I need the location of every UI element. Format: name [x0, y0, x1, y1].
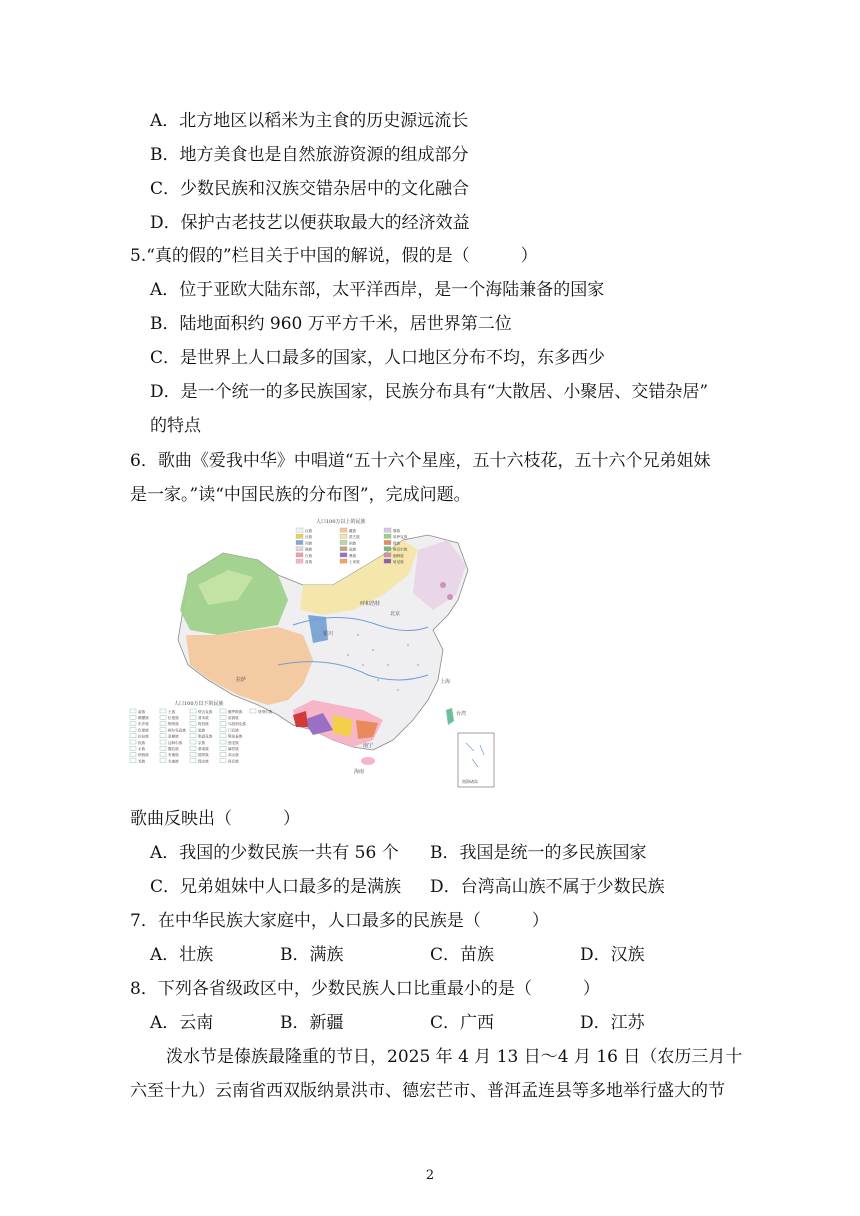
legend-bottom-label: 毛南族	[168, 759, 179, 764]
legend-bottom-label: 傈僳族	[138, 716, 149, 720]
legend-top-swatch	[296, 553, 303, 557]
legend-bottom-label: 门巴族	[228, 728, 239, 733]
legend-bottom-swatch	[220, 721, 226, 725]
legend-top-swatch	[340, 547, 347, 551]
legend-bottom-label: 塔塔尔族	[258, 709, 273, 714]
legend-bottom-swatch	[190, 728, 196, 732]
legend-bottom-swatch	[220, 752, 226, 756]
legend-bottom-label: 土族	[168, 709, 176, 714]
legend-bottom-swatch	[130, 746, 136, 750]
legend-bottom-label: 畲族	[138, 709, 146, 714]
place-yinchuan: 银川	[323, 631, 334, 637]
legend-bottom-label: 塔吉克族	[198, 709, 213, 714]
q5-option-d-continued: 的特点	[150, 416, 201, 436]
legend-top-swatch	[384, 553, 391, 557]
legend-top-label: 汉族	[305, 529, 313, 533]
q6-stem-line2: 是一家。”读“中国民族的分布图”，完成问题。	[130, 485, 471, 505]
legend-bottom-swatch	[160, 715, 166, 719]
legend-top-label: 蒙古族	[349, 535, 360, 540]
legend-top-swatch	[340, 559, 347, 563]
legend-top-label: 哈萨克族	[393, 535, 408, 540]
legend-bottom-label: 高山族	[228, 753, 239, 758]
legend-top-label: 维吾尔族	[393, 547, 408, 552]
q7-stem: 7．在中华民族大家庭中，人口最多的民族是（ ）	[130, 911, 549, 931]
legend-bottom-label: 阿昌族	[198, 722, 209, 727]
legend-top-label: 苗族	[305, 560, 313, 564]
q5-option-d: D．是一个统一的多民族国家，民族分布具有“大散居、小聚居、交错杂居”	[150, 382, 709, 402]
legend-top-swatch	[296, 534, 303, 538]
legend-bottom-swatch	[160, 734, 166, 738]
legend-top-swatch	[296, 528, 303, 532]
place-lhasa: 拉萨	[236, 677, 247, 683]
legend-bottom-swatch	[130, 721, 136, 725]
q7-option-d: D．汉族	[580, 945, 645, 965]
legend-top-label: 侗族	[349, 541, 357, 546]
legend-top-label: 朝鲜族	[393, 553, 404, 558]
q8-option-a: A．云南	[150, 1013, 214, 1033]
legend-bottom-swatch	[160, 740, 166, 744]
legend-bottom-label: 乌孜别克族	[228, 722, 246, 727]
place-taiwan: 台湾	[456, 711, 467, 717]
legend-top-swatch	[384, 540, 391, 544]
q8-option-b: B．新疆	[280, 1013, 344, 1033]
legend-top-label: 傣族	[393, 541, 401, 546]
legend-bottom-swatch	[220, 728, 226, 732]
legend-bottom-swatch	[250, 709, 256, 713]
q5-option-a: A．位于亚欧大陆东部，太平洋西岸，是一个海陆兼备的国家	[150, 280, 605, 300]
legend-bottom-swatch	[190, 721, 196, 725]
legend-top-swatch	[340, 528, 347, 532]
legend-bottom-label: 拉祜族	[138, 734, 149, 739]
legend-top-swatch	[340, 540, 347, 544]
passage-line1: 泼水节是傣族最隆重的节日，2025 年 4 月 13 日～4 月 16 日（农历三月十	[166, 1047, 743, 1067]
legend-bottom-swatch	[190, 740, 196, 744]
q4-option-d: D．保护古老技艺以便获取最大的经济效益	[150, 213, 470, 233]
q6-option-b: B．我国是统一的多民族国家	[430, 843, 647, 863]
legend-bottom-label: 达斡尔族	[168, 740, 183, 745]
legend-bottom-swatch	[220, 709, 226, 713]
q8-option-d: D．江苏	[580, 1013, 645, 1033]
legend-top-title: 人口100万以上的民族	[316, 519, 366, 525]
legend-bottom-label: 水族	[138, 747, 146, 751]
legend-bottom-label: 赫哲族	[228, 747, 239, 751]
south-china-sea-inset	[458, 733, 494, 787]
legend-top-label: 彝族	[349, 553, 357, 558]
legend-bottom-label: 鄂伦春族	[228, 734, 243, 739]
legend-bottom-label: 鄂温克族	[198, 734, 213, 739]
legend-top-swatch	[296, 547, 303, 551]
legend-top-swatch	[384, 547, 391, 551]
q6-option-d: D．台湾高山族不属于少数民族	[430, 877, 665, 897]
q5-option-b: B．陆地面积约 960 万平方千米，居世界第二位	[150, 314, 512, 334]
legend-bottom-swatch	[130, 752, 136, 756]
place-beijing: 北京	[390, 611, 401, 617]
legend-bottom-swatch	[130, 715, 136, 719]
legend-top-label: 土家族	[349, 560, 360, 564]
legend-top-swatch	[384, 528, 391, 532]
q6-option-c: C．兄弟姐妹中人口最多的是满族	[150, 877, 402, 897]
legend-bottom-label: 基诺族	[198, 747, 209, 751]
legend-bottom-swatch	[190, 709, 196, 713]
legend-bottom-label: 独龙族	[228, 740, 239, 745]
q7-option-b: B．满族	[280, 945, 344, 965]
place-shanghai: 上海	[440, 679, 451, 685]
legend-top-swatch	[340, 534, 347, 538]
legend-bottom-swatch	[160, 709, 166, 713]
legend-bottom-swatch	[160, 746, 166, 750]
legend-top-label: 瑶族	[349, 547, 357, 552]
q8-option-c: C．广西	[430, 1013, 495, 1033]
legend-top-swatch	[296, 540, 303, 544]
legend-bottom-label: 布朗族	[168, 753, 179, 758]
passage-line2: 六至十九）云南省西双版纳景洪市、德宏芒市、普洱孟连县等多地举行盛大的节	[130, 1081, 725, 1101]
legend-bottom-swatch	[220, 746, 226, 750]
legend-bottom-swatch	[190, 752, 196, 756]
legend-bottom-label: 珞巴族	[228, 759, 239, 764]
q8-stem: 8．下列各省级政区中，少数民族人口比重最小的是（ ）	[130, 979, 600, 999]
legend-bottom-label: 怒族	[198, 728, 206, 733]
q5-option-c: C．是世界上人口最多的国家，人口地区分布不均，东多西少	[150, 348, 606, 368]
inset-label: 南海诸岛	[462, 779, 478, 784]
legend-bottom-label: 锡伯族	[168, 722, 179, 727]
legend-bottom-swatch	[190, 715, 196, 719]
legend-bottom-label: 纳西族	[138, 753, 149, 758]
legend-bottom-swatch	[160, 721, 166, 725]
legend-bottom-label: 保安族	[198, 759, 209, 764]
q6-sub-stem: 歌曲反映出（ ）	[130, 809, 300, 829]
q7-option-c: C．苗族	[430, 945, 495, 965]
legend-bottom-label: 俄罗斯族	[228, 709, 243, 714]
legend-top-label: 藏族	[349, 529, 357, 533]
legend-bottom-swatch	[220, 734, 226, 738]
place-hohhot: 呼和浩特	[360, 601, 381, 607]
q7-option-a: A．壮族	[150, 945, 214, 965]
legend-bottom-swatch	[190, 734, 196, 738]
legend-top-swatch	[384, 534, 391, 538]
legend-bottom-label: 柯尔克孜族	[168, 728, 186, 733]
q4-option-a: A．北方地区以稻米为主食的历史源远流长	[150, 111, 469, 131]
legend-bottom-swatch	[220, 759, 226, 763]
q6-stem-line1: 6．歌曲《爱我中华》中唱道“五十六个星座，五十六枝花，五十六个兄弟姐妹	[130, 451, 711, 471]
q4-option-b: B．地方美食也是自然旅游资源的组成部分	[150, 145, 469, 165]
legend-bottom-swatch	[220, 715, 226, 719]
legend-top-swatch	[296, 559, 303, 563]
legend-bottom-swatch	[130, 734, 136, 738]
legend-top-label: 壮族	[305, 535, 313, 540]
legend-bottom-swatch	[190, 759, 196, 763]
china-ethnic-map	[128, 515, 502, 792]
legend-bottom-label: 仫佬族	[168, 716, 179, 720]
legend-bottom-swatch	[130, 740, 136, 744]
legend-bottom-label: 景颇族	[168, 734, 179, 739]
legend-top-label: 黎族	[393, 529, 401, 533]
q5-stem: 5.“真的假的”栏目关于中国的解说，假的是（ ）	[130, 246, 538, 266]
place-hainan: 海南	[354, 769, 365, 775]
legend-bottom-label: 裕固族	[228, 716, 239, 720]
legend-bottom-swatch	[160, 759, 166, 763]
legend-top-swatch	[340, 553, 347, 557]
legend-bottom-swatch	[130, 728, 136, 732]
place-nanning: 南宁	[363, 743, 374, 749]
legend-bottom-swatch	[160, 728, 166, 732]
page-number: 2	[425, 1168, 435, 1183]
legend-top-label: 满族	[305, 547, 313, 552]
legend-top-label: 回族	[305, 541, 313, 546]
legend-bottom-label: 德昂族	[198, 753, 209, 758]
q6-option-a: A．我国的少数民族一共有 56 个	[150, 843, 399, 863]
legend-top-label: 白族	[305, 553, 313, 558]
legend-bottom-label: 普米族	[198, 716, 209, 720]
legend-bottom-swatch	[160, 752, 166, 756]
legend-top-label: 哈尼族	[393, 560, 404, 564]
legend-top-swatch	[384, 559, 391, 563]
legend-bottom-label: 撒拉族	[168, 747, 179, 751]
legend-bottom-label: 东乡族	[138, 722, 149, 727]
legend-bottom-swatch	[130, 709, 136, 713]
q4-option-c: C．少数民族和汉族交错杂居中的文化融合	[150, 179, 470, 199]
legend-bottom-swatch	[190, 746, 196, 750]
legend-bottom-label: 羌族	[138, 759, 146, 764]
legend-bottom-title: 人口100万以下的民族	[174, 701, 224, 707]
legend-bottom-label: 仡佬族	[138, 728, 149, 733]
legend-bottom-label: 京族	[198, 740, 206, 745]
legend-bottom-swatch	[130, 759, 136, 763]
legend-bottom-label: 佤族	[138, 740, 146, 745]
legend-bottom-swatch	[220, 740, 226, 744]
